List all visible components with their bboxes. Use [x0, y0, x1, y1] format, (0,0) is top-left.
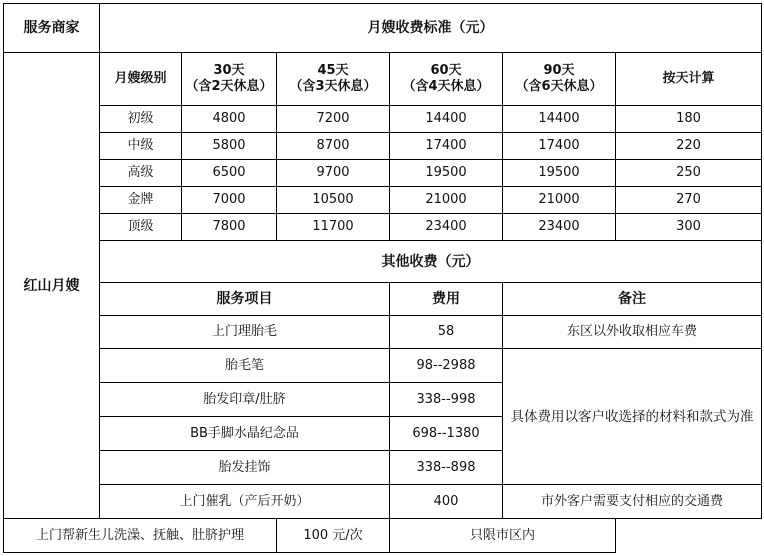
service-item: 胎发挂饰: [100, 451, 390, 485]
duration-60-note: （含4天休息）: [402, 79, 490, 94]
price-45: 7200: [277, 106, 390, 133]
table-row: [4, 214, 762, 241]
level-name: 高级: [100, 160, 182, 187]
duration-30-label: 30天: [213, 63, 245, 78]
shared-remark: 具体费用以客户收选择的材料和款式为准: [503, 349, 762, 485]
merchant-name: 红山月嫂: [4, 53, 100, 519]
price-45: 10500: [277, 187, 390, 214]
table-row: [4, 106, 762, 133]
service-item-header: 服务项目: [100, 283, 390, 316]
service-remark: 只限市区内: [390, 519, 616, 553]
daily-rate-header: 按天计算: [616, 53, 762, 106]
price-daily: 220: [616, 133, 762, 160]
service-remark: 东区以外收取相应车费: [503, 316, 762, 349]
level-header: 月嫂级别: [100, 53, 182, 106]
price-30: 7800: [182, 214, 277, 241]
service-fee: 98--2988: [390, 349, 503, 383]
fee-table: [3, 3, 762, 553]
level-name: 金牌: [100, 187, 182, 214]
price-daily: 250: [616, 160, 762, 187]
service-item: BB手脚水晶纪念品: [100, 417, 390, 451]
service-fee: 400: [390, 485, 503, 519]
table-row: [4, 349, 762, 383]
price-45: 11700: [277, 214, 390, 241]
price-60: 21000: [390, 187, 503, 214]
price-90: 21000: [503, 187, 616, 214]
fee-standard-title: 月嫂收费标准（元）: [100, 4, 762, 53]
service-item: 上门催乳（产后开奶）: [100, 485, 390, 519]
price-60: 19500: [390, 160, 503, 187]
level-name: 初级: [100, 106, 182, 133]
price-90: 23400: [503, 214, 616, 241]
service-fee: 338--898: [390, 451, 503, 485]
price-60: 14400: [390, 106, 503, 133]
price-90: 14400: [503, 106, 616, 133]
fee-header: 费用: [390, 283, 503, 316]
price-30: 4800: [182, 106, 277, 133]
duration-60-header: [390, 53, 503, 106]
duration-90-note: （含6天休息）: [515, 79, 603, 94]
price-60: 17400: [390, 133, 503, 160]
merchant-column-header: 服务商家: [4, 4, 100, 53]
price-90: 17400: [503, 133, 616, 160]
table-row: [4, 519, 762, 553]
duration-30-header: [182, 53, 277, 106]
price-daily: 300: [616, 214, 762, 241]
price-45: 8700: [277, 133, 390, 160]
price-daily: 180: [616, 106, 762, 133]
duration-45-label: 45天: [317, 63, 349, 78]
price-30: 7000: [182, 187, 277, 214]
remark-header: 备注: [503, 283, 762, 316]
level-name: 顶级: [100, 214, 182, 241]
service-item: 胎毛笔: [100, 349, 390, 383]
price-60: 23400: [390, 214, 503, 241]
level-name: 中级: [100, 133, 182, 160]
service-item: 胎发印章/肚脐: [100, 383, 390, 417]
table-row: [4, 316, 762, 349]
service-remark: 市外客户需要支付相应的交通费: [503, 485, 762, 519]
duration-30-note: （含2天休息）: [185, 79, 273, 94]
price-30: 6500: [182, 160, 277, 187]
table-row: [4, 133, 762, 160]
table-row: [4, 160, 762, 187]
price-45: 9700: [277, 160, 390, 187]
duration-90-label: 90天: [543, 63, 575, 78]
service-fee: 698--1380: [390, 417, 503, 451]
duration-45-header: [277, 53, 390, 106]
service-item: 上门帮新生儿洗澡、抚触、肚脐护理: [4, 519, 277, 553]
service-fee: 338--998: [390, 383, 503, 417]
service-fee: 100 元/次: [277, 519, 390, 553]
service-item: 上门理胎毛: [100, 316, 390, 349]
duration-60-label: 60天: [430, 63, 462, 78]
price-daily: 270: [616, 187, 762, 214]
price-30: 5800: [182, 133, 277, 160]
duration-45-note: （含3天休息）: [289, 79, 377, 94]
duration-90-header: [503, 53, 616, 106]
table-row: [4, 485, 762, 519]
table-row: [4, 187, 762, 214]
service-fee: 58: [390, 316, 503, 349]
price-90: 19500: [503, 160, 616, 187]
other-fees-title: 其他收费（元）: [100, 241, 762, 283]
